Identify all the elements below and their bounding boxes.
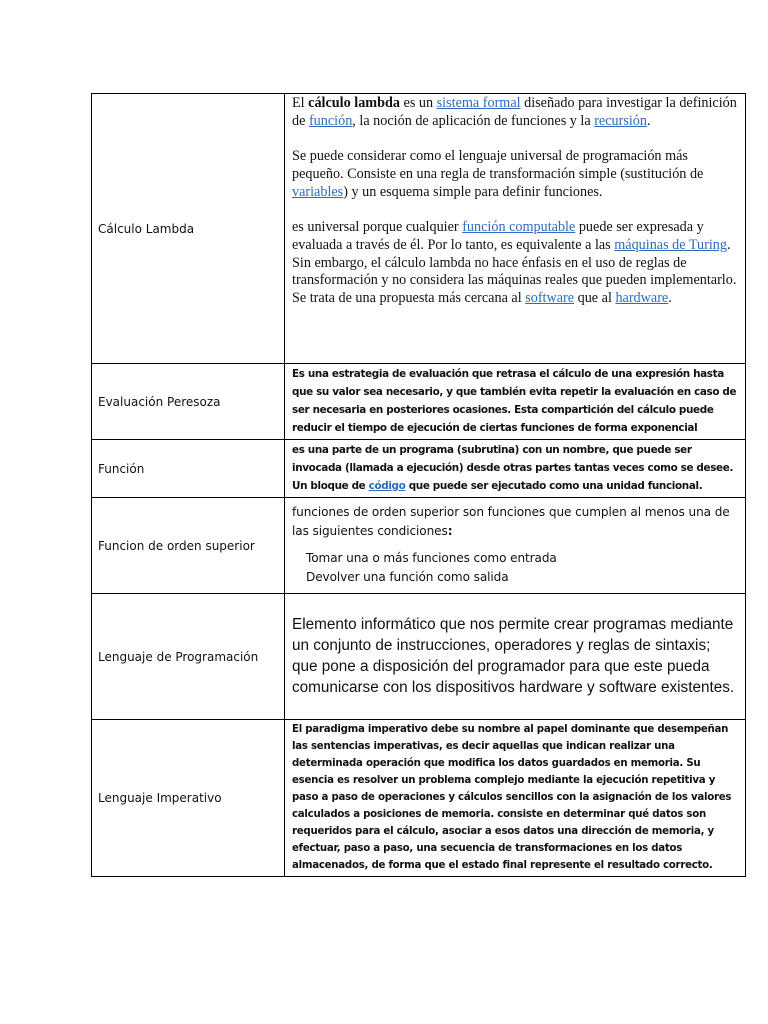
term-label: Cálculo Lambda: [98, 221, 195, 236]
table-row: [92, 94, 746, 364]
definition-text: Es una estrategia de evaluación que retrasa el cálculo de una expresión hasta que su valor sea necesario, y que también evita repetir la evaluación en caso de ser necesaria en posteriores ocasiones. Esta compartición del cálculo puede reducir el tiempo de ejecución de ciertas funciones de forma exponencial: [292, 368, 737, 434]
conditions-list: [292, 549, 739, 587]
term-label: Evaluación Peresoza: [98, 394, 221, 409]
paragraph: [292, 95, 739, 131]
text: diseñado para investigar la definición de: [292, 95, 737, 129]
link-variables[interactable]: variables: [292, 183, 344, 200]
bold-term: cálculo lambda: [308, 95, 400, 111]
definition-cell: [285, 498, 746, 594]
table-row: [92, 440, 746, 498]
term-cell: [92, 440, 285, 498]
term-cell: [92, 594, 285, 720]
definition-text: es una parte de un programa (subrutina) con un nombre, que puede ser invocada (llamada a ejecución) desde otras partes tantas veces como se desee. Un bloque de: [292, 444, 734, 492]
term-label: Funcion de orden superior: [98, 538, 255, 553]
definition-text: funciones de orden superior son funciones que cumplen al menos una de las siguientes condiciones: [292, 505, 730, 538]
text: .: [646, 112, 651, 129]
link-codigo[interactable]: código: [368, 480, 406, 492]
link-recursion[interactable]: recursión: [594, 112, 647, 129]
term-label: Lenguaje Imperativo: [98, 791, 222, 805]
text: es un: [400, 95, 437, 111]
text: El: [292, 95, 309, 111]
link-hardware[interactable]: hardware: [615, 290, 669, 307]
colon: :: [447, 524, 453, 538]
glossary-table: [91, 93, 746, 877]
term-cell: [92, 720, 285, 877]
text: que al: [574, 290, 616, 307]
link-maquinas-de-turing[interactable]: máquinas de Turing: [614, 236, 727, 253]
term-label: Función: [98, 461, 145, 476]
term-cell: [92, 498, 285, 594]
text: puede ser expresada y evaluada a través de él. Por lo tanto, es equivalente a las: [292, 218, 704, 253]
table-row: [92, 498, 746, 594]
table-row: [92, 720, 746, 877]
definition-cell: [285, 594, 746, 720]
term-cell: [92, 94, 285, 364]
definition-cell: [285, 364, 746, 440]
link-funcion-computable[interactable]: función computable: [462, 218, 576, 235]
text: , la noción de aplicación de funciones y la: [352, 112, 595, 129]
text: es universal porque cualquier: [292, 218, 463, 235]
definition-text: El paradigma imperativo debe su nombre al papel dominante que desempeñan las sentencias imperativas, es decir aquellas que indican realizar una determinada operación que modifica los datos guardados en memoria. Su esencia es resolver un problema complejo mediante la ejecución repetitiva y paso a paso de operaciones y cálculos sencillos con la asignación de los valores calculados a posiciones de memoria. consiste en determinar qué datos son requeridos para el cálculo, asociar a esos datos una dirección de memoria, y efectuar, paso a paso, una secuencia de transformaciones en los datos almacenados, de forma que el estado final represente el resultado correcto.: [292, 724, 732, 871]
definition-text: Elemento informático que nos permite crear programas mediante un conjunto de instrucciones, operadores y reglas de sintaxis; que pone a disposición del programador para que este pueda comunicarse con los dispositivos hardware y software existentes.: [292, 616, 735, 696]
table-row: [92, 364, 746, 440]
list-item: Devolver una función como salida: [306, 570, 509, 584]
link-funcion[interactable]: función: [308, 112, 353, 129]
definition-text: que puede ser ejecutado como una unidad funcional.: [405, 480, 703, 492]
text: ) y un esquema simple para definir funciones.: [343, 183, 603, 200]
text: . Sin embargo, el cálculo lambda no hace énfasis en el uso de reglas de transformación y no considera las máquinas reales que pueden implementarlo. Se trata de una propuesta más cercana al: [292, 236, 737, 307]
table-row: [92, 594, 746, 720]
definition-cell: [285, 720, 746, 877]
link-software[interactable]: software: [525, 290, 575, 307]
text: .: [668, 290, 672, 307]
paragraph: [292, 148, 739, 201]
definition-cell: [285, 94, 746, 364]
term-cell: [92, 364, 285, 440]
link-sistema-formal[interactable]: sistema formal: [436, 95, 521, 111]
list-item: Tomar una o más funciones como entrada: [306, 551, 557, 565]
paragraph: [292, 219, 739, 308]
definition-cell: [285, 440, 746, 498]
term-label: Lenguaje de Programación: [98, 649, 259, 664]
text: Se puede considerar como el lenguaje universal de programación más pequeño. Consiste en una regla de transformación simple (sustitución de: [292, 148, 704, 182]
